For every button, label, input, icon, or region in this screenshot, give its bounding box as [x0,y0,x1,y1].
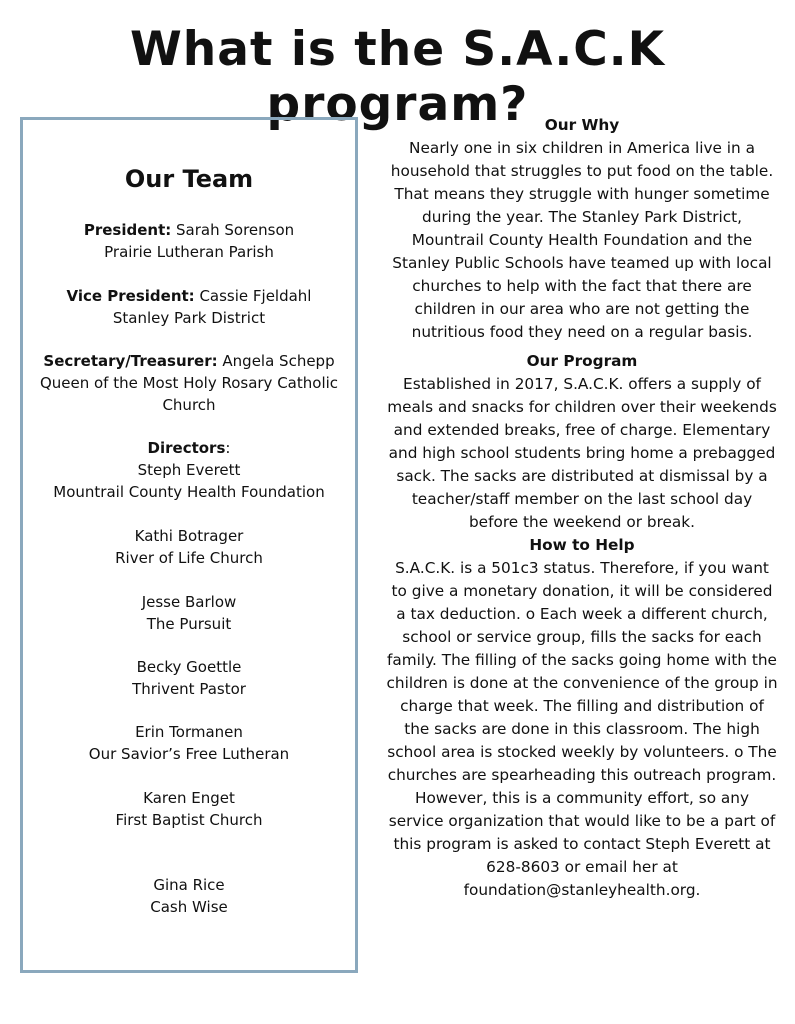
member-name: Angela Schepp [217,352,335,370]
section-body-why: Nearly one in six children in America live in a household that struggles to put food on the table. That means they struggle with hunger sometime during the year. The Stanley Park District, Mountrail County Health Foundation and the Stanley Public Schools have teamed up with local churches to help with the fact that there are children in our area who are not getting the nutritious food they need on a regular basis. [390,139,774,341]
member-role: Vice President: [66,287,195,305]
member-name: Cassie Fjeldahl [194,287,312,305]
section-heading-help: How to Help [529,536,635,554]
team-member-secretary [34,350,344,416]
director-org: Our Savior’s Free Lutheran [88,745,290,763]
page-title: What is the S.A.C.K program? [129,22,666,132]
director-org: Cash Wise [150,898,228,916]
team-member-vice-president [20,285,358,329]
director-gina-rice [20,874,358,918]
director-erin-tormanen [20,721,358,765]
directors-colon: : [225,439,231,457]
member-org: Queen of the Most Holy Rosary Catholic Church [39,374,339,414]
director-org: Thrivent Pastor [132,680,246,698]
member-org: Stanley Park District [112,309,266,327]
info-column [386,114,778,902]
member-name: Sarah Sorenson [171,221,295,239]
member-role: President: [83,221,172,239]
section-body-help: S.A.C.K. is a 501c3 status. Therefore, if you want to give a monetary donation, it will be considered a tax deduction. o Each week a different church, school or service group, fills the sacks for each family. The filling of the sacks going home with the children is done at the convenience of the group in charge that week. The filling and distribution of the sacks are done in this classroom. The high school area is stocked weekly by volunteers. o The churches are spearheading this outreach program. However, this is a community effort, so any service organization that would like to be a part of this program is asked to contact Steph Everett at 628-8603 or email her at foundation@stanleyhealth.org. [386,559,778,899]
directors-label: Directors [147,439,226,457]
director-name: Becky Goettle [136,658,242,676]
section-body-program: Established in 2017, S.A.C.K. offers a supply of meals and snacks for children over their weekends and extended breaks, free of charge. Elementary and high school students bring home a prebagged sack. The sacks are distributed at dismissal by a teacher/staff member on the last school day before the weekend or break. [387,375,777,531]
director-org: The Pursuit [146,615,232,633]
section-heading-program: Our Program [526,352,638,370]
team-member-president [20,219,358,263]
director-org: First Baptist Church [115,811,263,829]
director-kathi-botrager [20,525,358,569]
director-becky-goettle [20,656,358,700]
director-name: Kathi Botrager [134,527,244,545]
director-name: Erin Tormanen [135,723,243,741]
director-name: Gina Rice [153,876,225,894]
director-org: River of Life Church [115,549,263,567]
member-role: Secretary/Treasurer: [43,352,218,370]
director-name: Steph Everett [137,461,241,479]
team-heading: Our Team [124,165,254,193]
director-name: Karen Enget [143,789,235,807]
director-steph-everett [20,437,358,503]
director-name: Jesse Barlow [141,593,237,611]
member-org: Prairie Lutheran Parish [104,243,274,261]
director-jesse-barlow [20,591,358,635]
director-karen-enget [20,787,358,831]
section-heading-why: Our Why [544,116,620,134]
director-org: Mountrail County Health Foundation [53,483,325,501]
